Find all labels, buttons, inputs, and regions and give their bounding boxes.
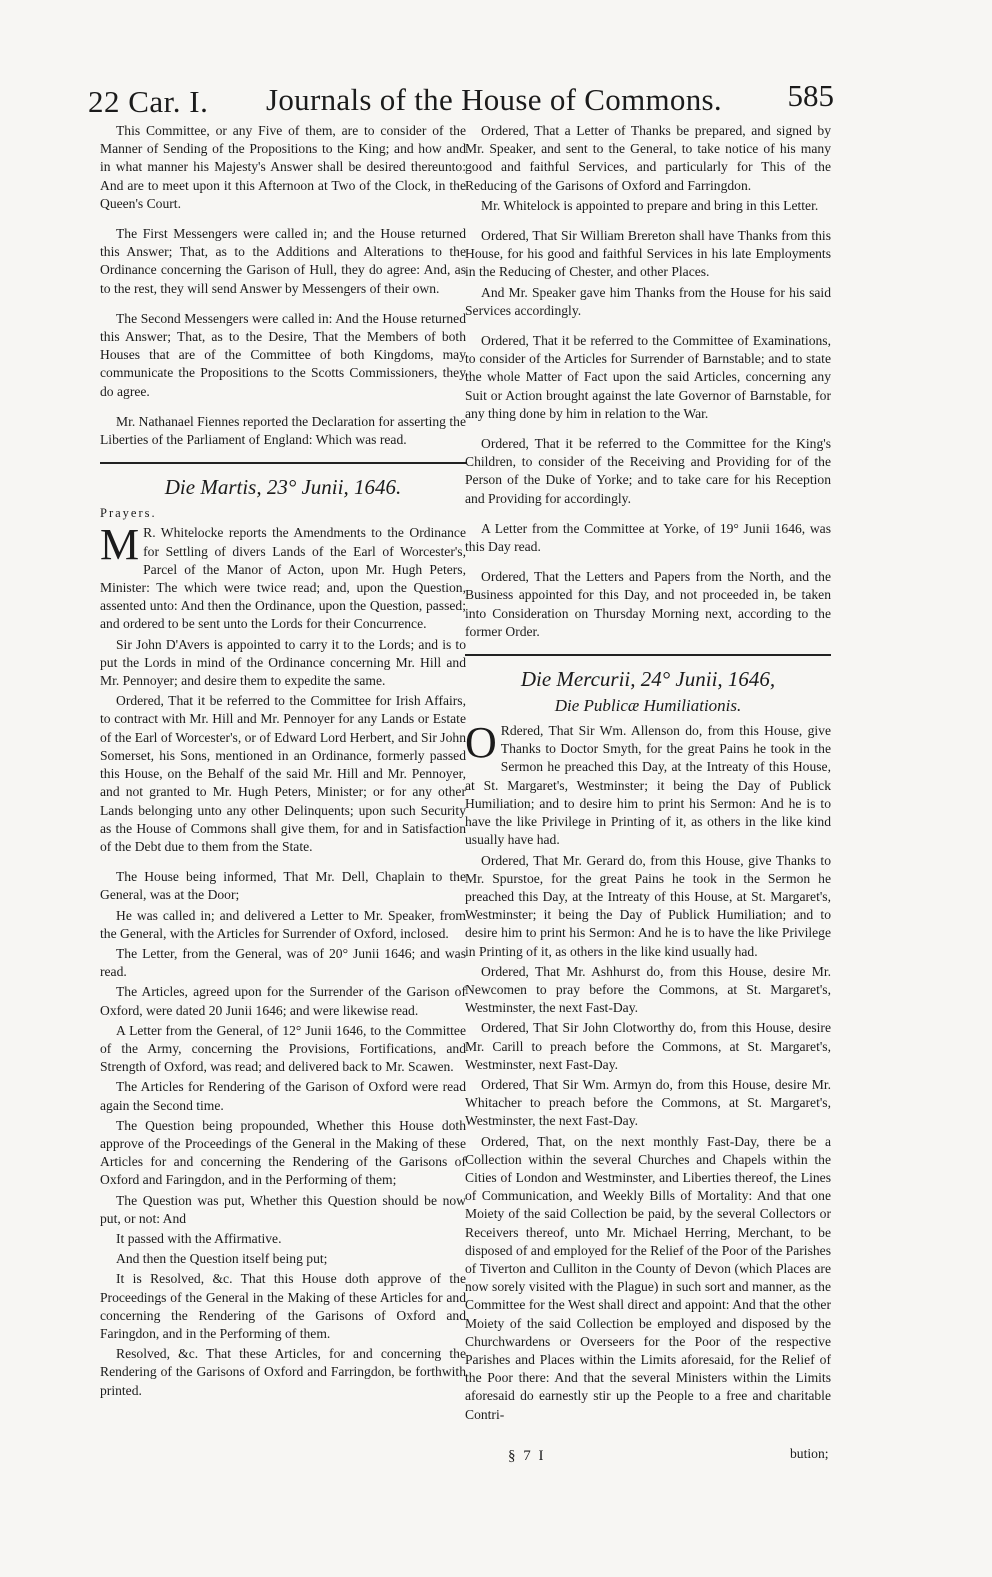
paragraph: Ordered, That Mr. Gerard do, from this House, give Thanks to Mr. Spurstoe, for the great Pains he took in the Sermon he preached this Day, at the Intreaty of this House, at St. Margaret's, Westminster; it being the Day of Publick Humiliation; and to desire him to print his Sermon: And he is to have the like Privilege in Printing of it, as others in the like kind usually had. xyxy=(465,852,831,959)
paragraph: Ordered, That Sir William Brereton shall have Thanks from this House, for his good and faithful Services in his late Employments in the Reducing of Chester, and other Places. xyxy=(465,228,831,280)
day-heading: Die Mercurii, 24° Junii, 1646, xyxy=(520,667,776,692)
paragraph: Ordered, That, on the next monthly Fast-Day, there be a Collection within the several Churches and Chapels within the Cities of London and Westminster, and Liberties thereof, the Lines of Communication, and Weekly Bills of Mortality: And that one Moiety of the said Collection be paid, by the several Collectors or Receivers thereof, unto Mr. Michael Herring, Merchant, to be disposed of and employed for the Relief of the Poor of the Parishes of Tiverton and Culliton in the County of Devon (which Places are now sorely visited with the Plague) in such sort and manner, as the Committee for the West shall direct and appoint: And that the other Moiety of the said Collection be employed and disposed by the Churchwardens or Overseers for the Poor of the respective Parishes and Places within the Limits aforesaid, for the Relief of the Poor there: And that the several Ministers within the Limits aforesaid do earnestly stir up the People to a free and charitable Contri- xyxy=(465,1133,831,1422)
paragraph: Ordered, That it be referred to the Committee for Irish Affairs, to contract with Mr. Hill and Mr. Pennoyer for any Lands or Estate of the Earl of Worcester's, or of Edward Lord Herbert, and Sir John Somerset, his Sons, mentioned in an Ordinance, formerly passed this House, on the Behalf of the said Mr. Hill and Mr. Pennoyer, and not granted to Mr. Hugh Peters, Minister; or for any other Lands belonging unto any other Delinquents; upon such Security as the House of Commons shall give them, for and in Satisfaction of the Debt due to them from the State. xyxy=(100,693,466,854)
paragraph: Resolved, &c. That these Articles, for and concerning the Rendering of the Garisons of Oxford and Farringdon, be forthwith printed. xyxy=(100,1346,466,1398)
paragraph: He was called in; and delivered a Letter to Mr. Speaker, from the General, with the Articles for Surrender of Oxford, inclosed. xyxy=(100,907,466,941)
paragraph: Ordered, That Mr. Ashhurst do, from this House, desire Mr. Newcomen to pray before the Commons, at St. Margaret's, Westminster, the next Fast-Day. xyxy=(465,963,831,1016)
paragraph: The House being informed, That Mr. Dell, Chaplain to the General, was at the Door; xyxy=(100,869,466,903)
paragraph: Mr. Whitelock is appointed to prepare and bring in this Letter. xyxy=(481,197,819,213)
paragraph: The Letter, from the General, was of 20° Junii 1646; and was read. xyxy=(100,945,466,980)
signature-mark: § 7 I xyxy=(508,1448,546,1464)
day-subheading: Die Publicæ Humiliationis. xyxy=(554,696,742,716)
right-column xyxy=(465,122,831,1426)
paragraph xyxy=(100,520,466,633)
paragraph: Ordered, That it be referred to the Committee of Examinations, to consider of the Articles for Surrender of Barnstable; and to state the whole Matter of Fact upon the said Articles, concerning any Suit or Action brought against the late Governor of Barnstable, for any thing done by him in relation to the War. xyxy=(465,333,831,421)
running-title: Journals of the House of Commons. xyxy=(266,82,722,117)
paragraph: The Articles for Rendering of the Garison of Oxford were read again the Second time. xyxy=(100,1079,466,1113)
paragraph: The Articles, agreed upon for the Surrender of the Garison of Oxford, were dated 20 Junii 1646; and were likewise read. xyxy=(100,984,466,1018)
paragraph: The Question being propounded, Whether this House doth approve of the Proceedings of the General in the Making of these Articles for and concerning the Rendering of the Garisons of Oxford and Faringdon, and in the Performing of them; xyxy=(100,1117,466,1188)
paragraph: A Letter from the Committee at Yorke, of 19° Junii 1646, was this Day read. xyxy=(465,520,831,555)
paragraph: The First Messengers were called in; and the House returned this Answer; That, as to the Additions and Alterations to the Ordinance concerning the Garison of Hull, they do agree: And, as to the rest, they will send Answer by Messengers of their own. xyxy=(100,226,466,296)
paragraph: And then the Question itself being put; xyxy=(116,1251,328,1267)
paragraph: Ordered, That the Letters and Papers from the North, and the Business appointed for this Day, and not proceeded in, be taken into Consideration on Thursday Morning next, according to the former Order. xyxy=(465,569,831,639)
page-header xyxy=(88,62,834,126)
paragraph: The Question was put, Whether this Question should be now put, or not: And xyxy=(100,1192,466,1226)
paragraph: Ordered, That Sir John Clotworthy do, from this House, desire Mr. Carill to preach before the Commons, at St. Margaret's, Westminster, next Fast-Day. xyxy=(465,1020,831,1072)
regnal-year: 22 Car. I. xyxy=(88,84,209,119)
paragraph: A Letter from the General, of 12° Junii 1646, to the Committee of the Army, concerning the Provisions, Fortifications, and Strength of Oxford, was read; and delivered back to Mr. Scawen. xyxy=(100,1022,466,1075)
paragraph: Ordered, That Sir Wm. Armyn do, from this House, desire Mr. Whitacher to preach before the Commons, at St. Margaret's, Westminster, the next Fast-Day. xyxy=(465,1076,831,1129)
paragraph: Ordered, That it be referred to the Committee for the King's Children, to consider of the Receiving and Providing for of the Person of the Duke of Yorke; and to take care for his Reception and Providing for accordingly. xyxy=(465,436,831,506)
section-rule xyxy=(465,654,831,656)
paragraph: Mr. Nathanael Fiennes reported the Declaration for asserting the Liberties of the Parliament of England: Which was read. xyxy=(100,413,466,448)
paragraph: And Mr. Speaker gave him Thanks from the House for his said Services accordingly. xyxy=(465,284,831,318)
paragraph: It is Resolved, &c. That this House doth approve of the Proceedings of the General in the Making of these Articles for and concerning the Rendering of the Garisons of Oxford and Faringdon, and in the Performing of them. xyxy=(100,1271,466,1341)
paragraph: Ordered, That a Letter of Thanks be prepared, and signed by Mr. Speaker, and sent to the General, to take notice of his many good and faithful Services, and particularly for This of the Reducing of the Garisons of Oxford and Farringdon. xyxy=(465,123,831,193)
paragraph xyxy=(465,718,831,849)
drop-cap: O xyxy=(465,718,497,768)
prayers-heading: Prayers. xyxy=(100,506,157,521)
left-column xyxy=(100,122,466,1402)
section-rule xyxy=(100,462,466,464)
page-number: 585 xyxy=(787,78,834,113)
paragraph: It passed with the Affirmative. xyxy=(116,1230,282,1246)
paragraph-text: R. Whitelocke reports the Amendments to the Ordinance for Settling of divers Lands of the Earl of Worcester's, Parcel of the Manor of Acton, upon Mr. Hugh Peters, Minister: The which were twice read; and, upon the Question, assented unto: And then the Ordinance, upon the Question, passed; and ordered to be sent unto the Lords for their Concurrence. xyxy=(100,525,466,632)
drop-cap: M xyxy=(100,520,140,570)
paragraph: This Committee, or any Five of them, are to consider of the Manner of Sending of the Propositions to the King; and how and in what manner his Majesty's Answer shall be desired thereunto: And are to meet upon it this Afternoon at Two of the Clock, in the Queen's Court. xyxy=(100,123,466,211)
paragraph: Sir John D'Avers is appointed to carry it to the Lords; and is to put the Lords in mind of the Ordinance concerning Mr. Hill and Mr. Pennoyer; and desire them to expedite the same. xyxy=(100,636,466,689)
paragraph-text: Rdered, That Sir Wm. Allenson do, from this House, give Thanks to Doctor Smyth, for the great Pains he took in the Sermon he preached this Day, at the Intreaty of this House, at St. Margaret's, Westminster; it being the Day of Publick Humiliation; and to desire him to print his Sermon: And he is to have the like Privilege in Printing of it, as others in the like kind usually have had. xyxy=(465,723,831,848)
paragraph: The Second Messengers were called in: And the House returned this Answer; That, as to the Desire, That the Members of both Houses that are of the Committee of both Kingdoms, may communicate the Propositions to the Scotts Commissioners, they do agree. xyxy=(100,310,466,399)
day-heading: Die Martis, 23° Junii, 1646. xyxy=(164,475,402,500)
catchword: bution; xyxy=(790,1446,829,1461)
